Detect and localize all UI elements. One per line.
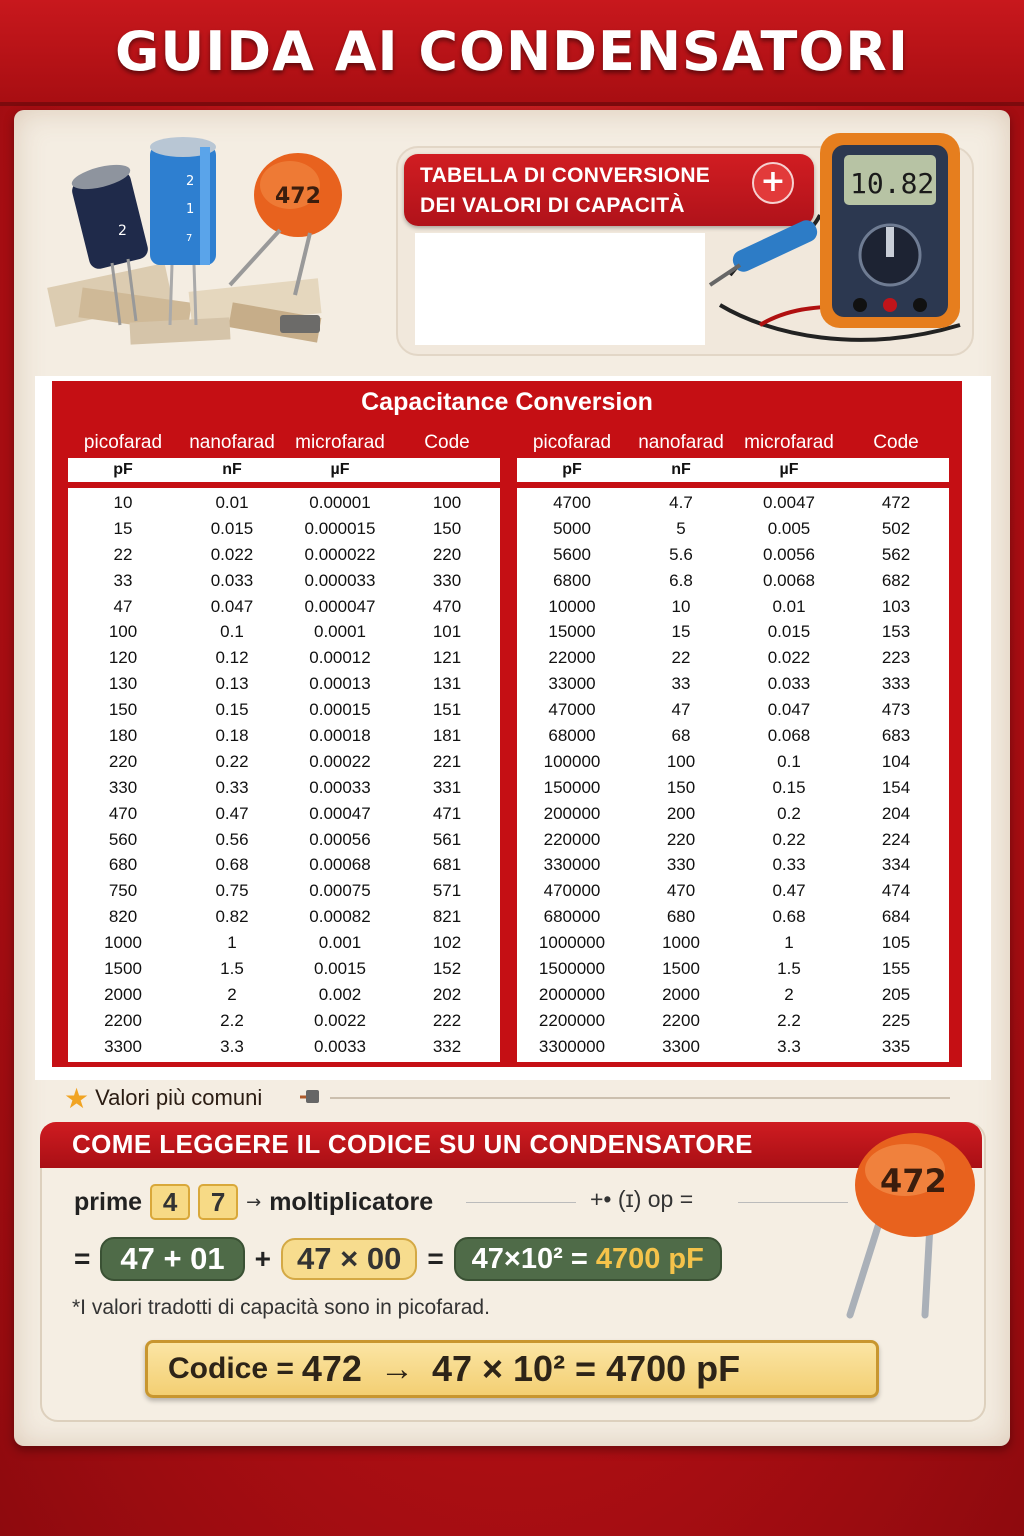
cell-uf: 1.5 (777, 959, 801, 979)
step-formula (74, 1238, 722, 1280)
cell-code: 222 (432, 1010, 462, 1030)
table-row (517, 594, 949, 620)
cell-code: 471 (432, 803, 462, 823)
cell-pf: 100000 (543, 751, 601, 771)
col-picofarad: picofarad (83, 432, 163, 453)
cell-pf: 15 (113, 518, 133, 538)
table-row (517, 904, 949, 930)
cell-code: 332 (432, 1036, 462, 1056)
cell-code: 683 (881, 726, 911, 746)
cell-uf: 0.000033 (304, 570, 376, 590)
probe-blue (710, 217, 820, 285)
cell-pf: 33 (113, 570, 133, 590)
cell-nf: 150 (666, 777, 696, 797)
cell-nf: 2200 (662, 1010, 700, 1030)
equals-sign-2: = (427, 1243, 444, 1274)
table-row (517, 852, 949, 878)
unit-uf: µF (779, 461, 799, 478)
cell-pf: 330 (108, 777, 138, 797)
cell-code: 562 (881, 544, 911, 564)
plus-icon: + (752, 162, 794, 204)
page-title: GUIDA AI CONDENSATORI (115, 19, 909, 83)
cell-pf: 220 (108, 751, 138, 771)
cell-code: 202 (432, 984, 462, 1004)
cell-uf: 0.033 (767, 674, 811, 694)
cell-uf: 0.68 (772, 907, 806, 927)
ops-text: +• (ɪ) op = (590, 1186, 694, 1212)
cell-code: 224 (881, 829, 911, 849)
unit-pf: pF (113, 461, 133, 478)
cell-nf: 680 (666, 907, 696, 927)
cell-code: 220 (432, 544, 462, 564)
cell-code: 204 (881, 803, 911, 823)
prime-label: prime (74, 1187, 143, 1216)
cell-uf: 0.01 (772, 596, 806, 616)
cell-uf: 0.015 (767, 622, 811, 642)
cell-code: 155 (881, 959, 911, 979)
cell-code: 181 (432, 726, 462, 746)
table-row (517, 568, 949, 594)
table-title: Capacitance Conversion (361, 388, 653, 416)
cell-nf: 1 (227, 933, 237, 953)
cell-pf: 680000 (543, 907, 601, 927)
table-row (517, 827, 949, 853)
cell-pf: 750 (108, 881, 138, 901)
code-label: Codice = (168, 1352, 294, 1385)
cell-pf: 6800 (553, 570, 591, 590)
cell-uf: 0.47 (772, 881, 806, 901)
cell-code: 331 (432, 777, 462, 797)
cell-code: 100 (432, 493, 462, 512)
col-microfarad: microfarad (295, 432, 385, 453)
code-summary-box (145, 1340, 879, 1398)
cell-nf: 0.68 (215, 855, 249, 875)
table-row (68, 697, 500, 723)
result-value: 4700 pF (595, 1243, 704, 1275)
cell-pf: 200000 (543, 803, 601, 823)
cell-nf: 3.3 (220, 1036, 244, 1056)
table-body-left (68, 488, 500, 1062)
dark-electrolytic-mark: 2 (118, 223, 127, 239)
cell-pf: 10000 (548, 596, 596, 616)
cell-nf: 0.1 (220, 622, 244, 642)
table-row (517, 801, 949, 827)
cell-uf: 0.22 (772, 829, 806, 849)
cell-nf: 5 (676, 518, 686, 538)
col-picofarad: picofarad (532, 432, 612, 453)
unit-pf: pF (562, 461, 582, 478)
cell-nf: 15 (671, 622, 691, 642)
cell-code: 821 (432, 907, 462, 927)
cell-nf: 470 (666, 881, 696, 901)
unit-nf: nF (671, 461, 691, 478)
cell-code: 330 (432, 570, 462, 590)
cell-pf: 2000000 (538, 984, 606, 1004)
cell-code: 682 (881, 570, 911, 590)
table-row (68, 645, 500, 671)
cell-code: 684 (881, 907, 911, 927)
cell-uf: 0.00082 (309, 907, 371, 927)
cell-code: 150 (432, 518, 462, 538)
cell-uf: 0.000022 (304, 544, 376, 564)
cell-pf: 47000 (548, 700, 596, 720)
svg-text:1: 1 (186, 202, 195, 217)
table-row (517, 723, 949, 749)
cell-code: 101 (432, 622, 462, 642)
unit-nf: nF (222, 461, 242, 478)
table-row (517, 775, 949, 801)
banner-line-1: TABELLA DI CONVERSIONE (420, 164, 711, 187)
code-formula: 47 × 10² = 4700 pF (431, 1348, 741, 1389)
cell-code: 103 (881, 596, 911, 616)
table-row (68, 904, 500, 930)
cell-uf: 0.1 (777, 751, 801, 771)
unit-row (517, 458, 949, 482)
cell-nf: 0.01 (215, 493, 249, 512)
col-code: Code (873, 432, 919, 453)
cell-nf: 0.22 (215, 751, 249, 771)
cell-nf: 2.2 (220, 1010, 244, 1030)
table-row (517, 516, 949, 542)
arrow-icon: → (246, 1191, 262, 1213)
cell-code: 102 (432, 933, 462, 953)
table-row (517, 956, 949, 982)
table-row (68, 619, 500, 645)
common-values (64, 1082, 262, 1114)
step-digits (74, 1184, 433, 1220)
cell-pf: 22 (113, 544, 133, 564)
cell-code: 470 (432, 596, 462, 616)
table-row (517, 645, 949, 671)
cell-pf: 5000 (553, 518, 591, 538)
formula-pill-2: 47 × 00 (281, 1238, 417, 1280)
cell-code: 151 (432, 700, 462, 720)
cell-nf: 0.022 (210, 544, 254, 564)
cell-code: 105 (881, 933, 911, 953)
cell-code: 205 (881, 984, 911, 1004)
cell-uf: 0.0015 (314, 959, 366, 979)
cell-pf: 470000 (543, 881, 601, 901)
ceramic-code: 472 (275, 184, 321, 209)
cell-code: 473 (881, 700, 911, 720)
cell-uf: 0.00001 (309, 493, 371, 512)
table-row (517, 749, 949, 775)
cell-pf: 10 (113, 493, 133, 512)
cell-pf: 4700 (553, 493, 591, 512)
cell-nf: 100 (666, 751, 696, 771)
cell-nf: 0.12 (215, 648, 249, 668)
table-row (68, 982, 500, 1008)
digit-1: 4 (150, 1184, 190, 1220)
cell-nf: 0.015 (210, 518, 254, 538)
cell-uf: 0.00056 (309, 829, 371, 849)
cell-nf: 6.8 (669, 570, 693, 590)
table-row (517, 490, 949, 516)
cell-pf: 100 (108, 622, 138, 642)
footnote: *I valori tradotti di capacità sono in picofarad. (72, 1296, 490, 1319)
cell-uf: 0.068 (767, 726, 811, 746)
table-row (68, 827, 500, 853)
cell-pf: 33000 (548, 674, 596, 694)
cell-pf: 470 (108, 803, 138, 823)
cell-pf: 220000 (543, 829, 601, 849)
cell-code: 131 (432, 674, 462, 694)
cell-pf: 180 (108, 726, 138, 746)
cell-nf: 10 (671, 596, 691, 616)
cell-pf: 1500 (104, 959, 142, 979)
cell-nf: 4.7 (669, 493, 693, 512)
cell-uf: 0.00068 (309, 855, 371, 875)
cell-pf: 820 (108, 907, 138, 927)
cell-nf: 0.33 (215, 777, 249, 797)
table-row (68, 723, 500, 749)
cell-code: 333 (881, 674, 911, 694)
cell-uf: 0.000047 (304, 596, 376, 616)
table-right-half (517, 432, 949, 1062)
cell-uf: 0.00015 (309, 700, 371, 720)
cell-uf: 3.3 (777, 1036, 801, 1056)
formula-pill-1: 47 + 01 (100, 1237, 244, 1281)
how-to-title: COME LEGGERE IL CODICE SU UN CONDENSATORE (72, 1129, 753, 1159)
col-nanofarad: nanofarad (189, 432, 275, 453)
cell-pf: 3300 (104, 1036, 142, 1056)
unit-uf: µF (330, 461, 350, 478)
cell-uf: 0.00047 (309, 803, 371, 823)
cell-uf: 0.0001 (314, 622, 366, 642)
formula-result (454, 1237, 722, 1281)
multimeter-illustration (700, 125, 1000, 360)
cell-uf: 0.00013 (309, 674, 371, 694)
cell-uf: 0.002 (318, 984, 362, 1004)
cell-code: 571 (432, 881, 462, 901)
cell-pf: 5600 (553, 544, 591, 564)
cell-pf: 1000000 (538, 933, 606, 953)
cell-nf: 3300 (662, 1036, 700, 1056)
table-row (517, 619, 949, 645)
table-row (68, 956, 500, 982)
cell-pf: 47 (113, 596, 133, 616)
cell-uf: 0.00022 (309, 751, 371, 771)
table-row (68, 490, 500, 516)
table-row (68, 878, 500, 904)
cell-pf: 15000 (548, 622, 596, 642)
cell-uf: 0.00018 (309, 726, 371, 746)
cell-uf: 0.33 (772, 855, 806, 875)
cell-nf: 2000 (662, 984, 700, 1004)
cell-nf: 33 (671, 674, 691, 694)
cell-nf: 0.18 (215, 726, 249, 746)
cell-code: 104 (881, 751, 911, 771)
cell-uf: 0.00075 (309, 881, 371, 901)
cell-nf: 200 (666, 803, 696, 823)
table-row (517, 1008, 949, 1034)
dash-line (466, 1202, 576, 1203)
cell-pf: 1500000 (538, 959, 606, 979)
mini-capacitor-icon (300, 1089, 320, 1105)
cell-pf: 22000 (548, 648, 596, 668)
cell-pf: 150 (108, 700, 138, 720)
cell-uf: 0.15 (772, 777, 806, 797)
cell-uf: 1 (784, 933, 794, 953)
cell-pf: 130 (108, 674, 138, 694)
table-row (68, 801, 500, 827)
table-row (517, 1034, 949, 1060)
cell-pf: 680 (108, 855, 138, 875)
cell-nf: 2 (227, 984, 237, 1004)
cell-pf: 68000 (548, 726, 596, 746)
cell-nf: 0.15 (215, 700, 249, 720)
cell-uf: 0.00012 (309, 648, 371, 668)
table-row (517, 671, 949, 697)
table-body-right (517, 488, 949, 1062)
cell-nf: 1.5 (220, 959, 244, 979)
cell-nf: 0.13 (215, 674, 249, 694)
cell-pf: 330000 (543, 855, 601, 875)
page-header (0, 0, 1024, 106)
divider (330, 1097, 950, 1099)
cell-nf: 0.75 (215, 881, 249, 901)
cell-code: 154 (881, 777, 911, 797)
cell-code: 474 (881, 881, 911, 901)
table-row (68, 516, 500, 542)
cell-uf: 0.047 (767, 700, 811, 720)
common-values-label: Valori più comuni (95, 1085, 263, 1110)
cell-nf: 0.047 (210, 596, 254, 616)
table-row (68, 1034, 500, 1060)
cell-nf: 5.6 (669, 544, 693, 564)
cell-uf: 0.0022 (314, 1010, 366, 1030)
table-row (68, 1008, 500, 1034)
cell-code: 152 (432, 959, 462, 979)
table-row (517, 982, 949, 1008)
cell-code: 221 (432, 751, 462, 771)
cell-uf: 0.2 (777, 803, 801, 823)
cell-uf: 0.001 (318, 933, 362, 953)
cell-pf: 2200 (104, 1010, 142, 1030)
cell-code: 472 (881, 493, 911, 512)
star-icon: ★ (64, 1081, 90, 1115)
cell-code: 153 (881, 622, 911, 642)
cell-uf: 0.0056 (763, 544, 815, 564)
unit-code (843, 458, 949, 482)
cell-nf: 1500 (662, 959, 700, 979)
table-row (68, 568, 500, 594)
table-row (517, 697, 949, 723)
digit-2: 7 (198, 1184, 238, 1220)
equals-sign: = (74, 1243, 91, 1274)
ceramic-capacitor (230, 153, 342, 295)
table-row (68, 671, 500, 697)
table-left-half (68, 432, 500, 1062)
result-prefix: 47×10² = (471, 1243, 588, 1275)
svg-text:7: 7 (186, 233, 193, 244)
cell-code: 121 (432, 648, 462, 668)
table-row (517, 878, 949, 904)
multiplier-label: moltiplicatore (269, 1187, 434, 1216)
table-row (68, 749, 500, 775)
col-microfarad: microfarad (744, 432, 834, 453)
cell-nf: 0.82 (215, 907, 249, 927)
unit-code (394, 458, 500, 482)
cell-uf: 0.00033 (309, 777, 371, 797)
multimeter (820, 133, 960, 328)
cell-uf: 0.005 (767, 518, 811, 538)
cell-uf: 0.0068 (763, 570, 815, 590)
cell-uf: 2.2 (777, 1010, 801, 1030)
plus-sign: + (254, 1243, 272, 1274)
cell-nf: 0.56 (215, 829, 249, 849)
cell-nf: 22 (671, 648, 691, 668)
cell-nf: 47 (671, 700, 691, 720)
table-row (517, 542, 949, 568)
capacitors-illustration (40, 125, 380, 355)
cell-pf: 120 (108, 648, 138, 668)
cell-nf: 0.033 (210, 570, 254, 590)
table-row (68, 542, 500, 568)
table-row (68, 930, 500, 956)
svg-text:2: 2 (186, 174, 195, 189)
cell-pf: 3300000 (538, 1036, 606, 1056)
cell-code: 334 (881, 855, 911, 875)
blank-box (415, 233, 705, 345)
cell-uf: 2 (784, 984, 794, 1004)
table-row (68, 775, 500, 801)
large-ceramic-capacitor (830, 1130, 980, 1330)
col-nanofarad: nanofarad (638, 432, 724, 453)
cell-nf: 330 (666, 855, 696, 875)
table-row (68, 594, 500, 620)
column-names (517, 432, 949, 458)
code-value: 472 (301, 1348, 362, 1389)
large-cap-code: 472 (880, 1162, 947, 1200)
cell-pf: 560 (108, 829, 138, 849)
cell-uf: 0.0047 (763, 493, 815, 512)
cell-uf: 0.0033 (314, 1036, 366, 1056)
cell-nf: 0.47 (215, 803, 249, 823)
cell-nf: 220 (666, 829, 696, 849)
cell-uf: 0.022 (767, 648, 811, 668)
cell-pf: 150000 (543, 777, 601, 797)
table-row (517, 930, 949, 956)
cell-nf: 68 (671, 726, 691, 746)
cell-code: 681 (432, 855, 462, 875)
cell-code: 225 (881, 1010, 911, 1030)
unit-row (68, 458, 500, 482)
right-arrow-icon: → (379, 1349, 414, 1388)
table-row (68, 852, 500, 878)
cell-code: 223 (881, 648, 911, 668)
banner-line-2: DEI VALORI DI CAPACITÀ (420, 194, 685, 217)
col-code: Code (424, 432, 470, 453)
cell-pf: 2000 (104, 984, 142, 1004)
multimeter-reading: 10.82 (850, 167, 935, 200)
cell-code: 335 (881, 1036, 911, 1056)
cell-nf: 1000 (662, 933, 700, 953)
cell-pf: 2200000 (538, 1010, 606, 1030)
cell-pf: 1000 (104, 933, 142, 953)
cell-code: 502 (881, 518, 911, 538)
column-names (68, 432, 500, 458)
cell-uf: 0.000015 (304, 518, 376, 538)
cell-code: 561 (432, 829, 462, 849)
